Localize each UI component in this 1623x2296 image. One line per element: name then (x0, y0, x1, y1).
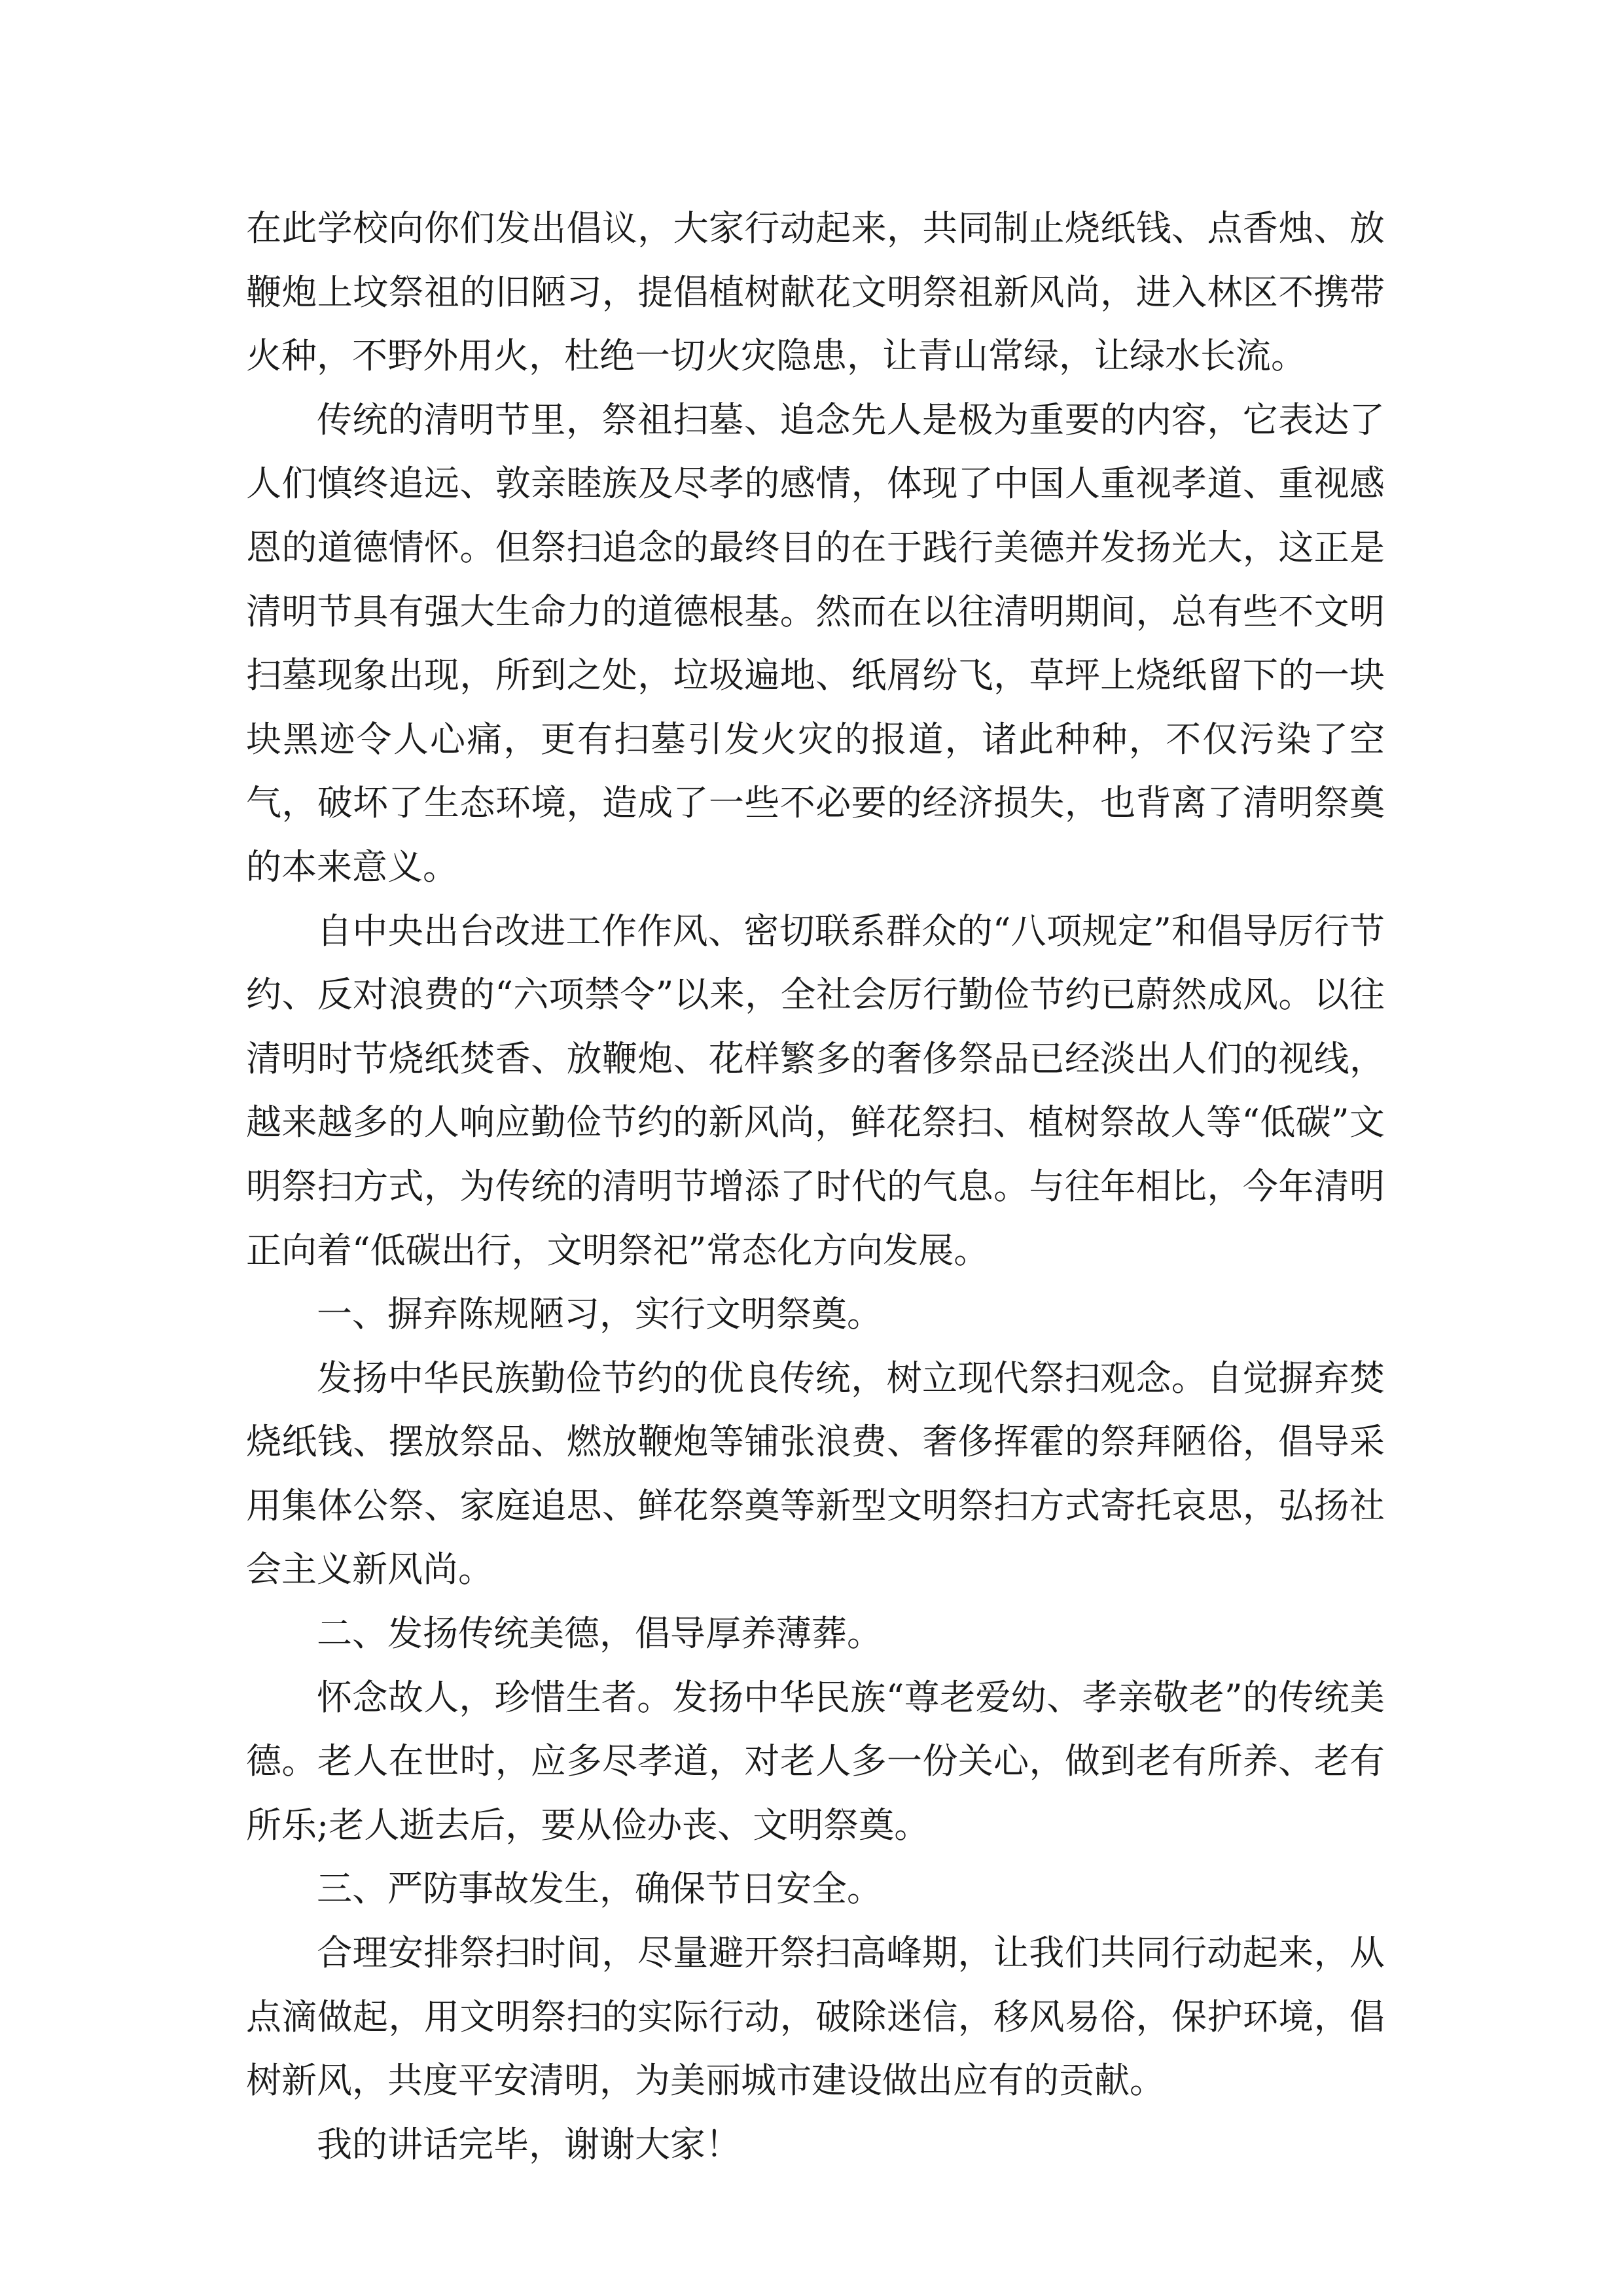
paragraph-1: 在此学校向你们发出倡议，大家行动起来，共同制止烧纸钱、点香烛、放鞭炮上坟祭祖的旧陋习，提倡植树献花文明祭祖新风尚，进入林区不携带火种，不野外用火，杜绝一切火灾隐患，让青山常绿，让绿水长流。 (246, 207, 1385, 377)
paragraph-4: 发扬中华民族勤俭节约的优良传统，树立现代祭扫观念。自觉摒弃焚烧纸钱、摆放祭品、燃放鞭炮等铺张浪费、奢侈挥霍的祭拜陋俗，倡导采用集体公祭、家庭追思、鲜花祭奠等新型文明祭扫方式寄托哀思，弘扬社会主义新风尚。 (246, 1357, 1385, 1590)
closing-line: 我的讲话完毕，谢谢大家！ (317, 2123, 741, 2165)
section-heading-2: 二、发扬传统美德，倡导厚养薄葬。 (317, 1613, 882, 1655)
paragraph-2: 传统的清明节里，祭祖扫墓、追念先人是极为重要的内容，它表达了人们慎终追远、敦亲睦族及尽孝的感情，体现了中国人重视孝道、重视感恩的道德情怀。但祭扫追念的最终目的在于践行美德并发扬光大，这正是清明节具有强大生命力的道德根基。然而在以往清明期间，总有些不文明扫墓现象出现，所到之处，垃圾遍地、纸屑纷飞，草坪上烧纸留下的一块块黑迹令人心痛，更有扫墓引发火灾的报道，诸此种种，不仅污染了空气，破坏了生态环境，造成了一些不必要的经济损失，也背离了清明祭奠的本来意义。 (246, 399, 1385, 888)
section-heading-3: 三、严防事故发生，确保节日安全。 (317, 1868, 882, 1910)
document-body (246, 196, 1385, 2176)
paragraph-5: 怀念故人，珍惜生者。发扬中华民族“尊老爱幼、孝亲敬老”的传统美德。老人在世时，应多尽孝道，对老人多一份关心，做到老有所养、老有所乐;老人逝去后，要从俭办丧、文明祭奠。 (246, 1676, 1385, 1846)
paragraph-6: 合理安排祭扫时间，尽量避开祭扫高峰期，让我们共同行动起来，从点滴做起，用文明祭扫的实际行动，破除迷信，移风易俗，保护环境，倡树新风，共度平安清明，为美丽城市建设做出应有的贡献。 (246, 1932, 1385, 2102)
section-heading-1: 一、摒弃陈规陋习，实行文明祭奠。 (317, 1293, 882, 1335)
paragraph-3: 自中央出台改进工作作风、密切联系群众的“八项规定”和倡导厉行节约、反对浪费的“六项禁令”以来，全社会厉行勤俭节约已蔚然成风。以往清明时节烧纸焚香、放鞭炮、花样繁多的奢侈祭品已经淡出人们的视线，越来越多的人响应勤俭节约的新风尚，鲜花祭扫、植树祭故人等“低碳”文明祭扫方式，为传统的清明节增添了时代的气息。与往年相比，今年清明正向着“低碳出行，文明祭祀”常态化方向发展。 (246, 910, 1385, 1271)
